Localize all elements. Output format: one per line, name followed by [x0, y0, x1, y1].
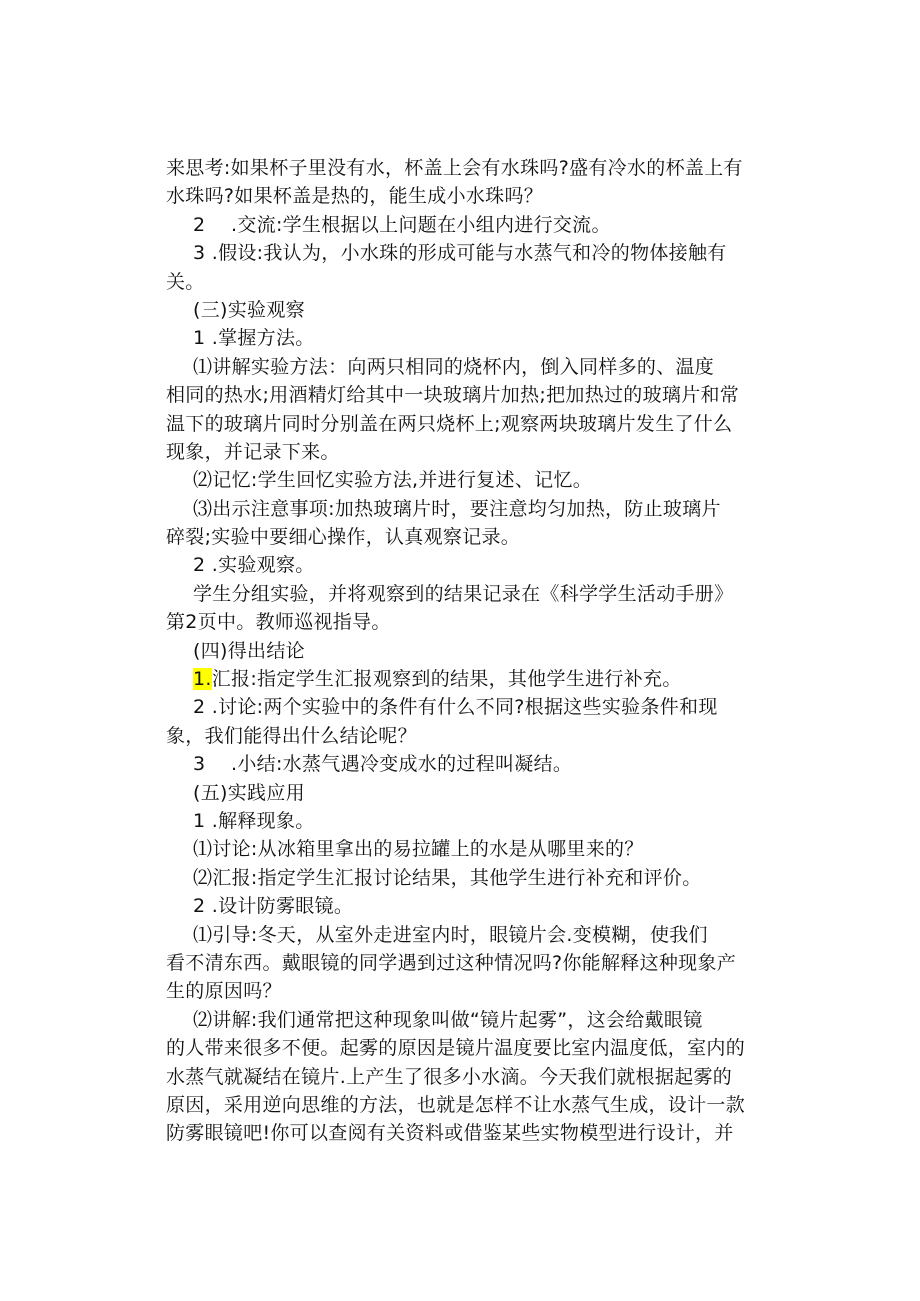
- text-line: [166, 182, 766, 210]
- document-body: [166, 154, 766, 1148]
- text-line: [166, 835, 766, 863]
- text-line: [166, 977, 766, 1005]
- text-line-content: (三)实验观察: [193, 298, 305, 321]
- text-line-content: 原因，采用逆向思维的方法，也就是怎样不让水蒸气生成，设计一款: [166, 1093, 746, 1116]
- text-line: [166, 381, 766, 409]
- text-line: [166, 921, 766, 949]
- text-line: [166, 466, 766, 494]
- text-line: [166, 1006, 766, 1034]
- text-line: [166, 324, 766, 352]
- text-line: [166, 807, 766, 835]
- text-line: [166, 864, 766, 892]
- text-line-content: 1 .掌握方法。: [193, 327, 315, 350]
- text-line: [166, 580, 766, 608]
- text-line: [166, 239, 766, 267]
- text-line-content: 水蒸气就凝结在镜片.上产生了很多小水滴。今天我们就根据起雾的: [166, 1065, 733, 1088]
- text-line: [166, 892, 766, 920]
- text-line: [166, 608, 766, 636]
- text-line-content: 的人带来很多不便。起雾的原因是镜片温度要比室内温度低，室内的: [166, 1037, 746, 1060]
- text-line: [166, 495, 766, 523]
- text-line-content: 看不清东西。戴眼镜的同学遇到过这种情况吗?你能解释这种现象产: [166, 951, 737, 974]
- text-line: [166, 438, 766, 466]
- text-line-content: ⑶出示注意事项:加热玻璃片时，要注意均匀加热，防止玻璃片: [193, 497, 721, 520]
- highlighted-number: 1.: [193, 668, 212, 691]
- text-line-content: 2 .交流:学生根据以上问题在小组内进行交流。: [193, 213, 611, 236]
- text-line-content: 3 .小结:水蒸气遇冷变成水的过程叫凝结。: [193, 753, 573, 776]
- text-line: [166, 949, 766, 977]
- text-line: [166, 154, 766, 182]
- text-line: [166, 268, 766, 296]
- text-line: [166, 353, 766, 381]
- text-line-content: 象，我们能得出什么结论呢？: [166, 724, 417, 747]
- text-line: [166, 211, 766, 239]
- text-line-content: 1 .解释现象。: [193, 809, 315, 832]
- text-line: [166, 779, 766, 807]
- text-line: [166, 1063, 766, 1091]
- text-line: [166, 1091, 766, 1119]
- text-line-content: 温下的玻璃片同时分别盖在两只烧杯上;观察两块玻璃片发生了什么: [166, 412, 733, 435]
- text-line-content: 相同的热水;用酒精灯给其中一块玻璃片加热;把加热过的玻璃片和常: [166, 384, 740, 407]
- text-line: [166, 1119, 766, 1147]
- text-line-content: ⑵讲解:我们通常把这种现象叫做“镜片起雾”，这会给戴眼镜: [193, 1008, 703, 1031]
- text-line-content: 来思考:如果杯子里没有水，杯盖上会有水珠吗?盛有冷水的杯盖上有: [166, 157, 743, 179]
- text-line-content: 现象，并记录下来。: [166, 440, 340, 463]
- text-line-content: ⑵记忆:学生回忆实验方法,并进行复述、记忆。: [193, 469, 593, 492]
- text-line: [166, 750, 766, 778]
- text-line: [166, 551, 766, 579]
- text-line-content: 碎裂;实验中要细心操作，认真观察记录。: [166, 526, 521, 549]
- text-line: [166, 523, 766, 551]
- text-line-content: 防雾眼镜吧!你可以查阅有关资料或借鉴某些实物模型进行设计，并: [166, 1122, 734, 1145]
- text-line-content: 2 .实验观察。: [193, 554, 315, 577]
- text-line: [166, 410, 766, 438]
- text-line-content: 生的原因吗？: [166, 980, 282, 1003]
- text-line-content: 第2页中。教师巡视指导。: [166, 611, 391, 634]
- text-line: [166, 693, 766, 721]
- text-line: [166, 1034, 766, 1062]
- text-line-content: 关。: [166, 270, 205, 293]
- text-line-content: 2 .讨论:两个实验中的条件有什么不同?根据这些实验条件和现: [193, 696, 718, 719]
- text-line: [166, 722, 766, 750]
- text-line: [166, 296, 766, 324]
- text-line-content: (五)实践应用: [193, 781, 305, 804]
- text-line-content: ⑴引导:冬天，从室外走进室内时，眼镜片会.变模糊，使我们: [193, 923, 708, 946]
- text-line-content: 2 .设计防雾眼镜。: [193, 895, 354, 918]
- text-line-content: 汇报:指定学生汇报观察到的结果，其他学生进行补充。: [211, 668, 682, 691]
- text-line-content: ⑴讨论:从冰箱里拿出的易拉罐上的水是从哪里来的？: [193, 838, 644, 861]
- text-line-content: ⑵汇报:指定学生汇报讨论结果，其他学生进行补充和评价。: [193, 866, 702, 889]
- text-line-content: 水珠吗?如果杯盖是热的，能生成小水珠吗？: [166, 185, 544, 208]
- text-line-content: (四)得出结论: [193, 639, 305, 662]
- text-line-content: 3 .假设:我认为，小水珠的形成可能与水蒸气和冷的物体接触有: [193, 242, 727, 265]
- text-line-content: ⑴讲解实验方法：向两只相同的烧杯内，倒入同样多的、温度: [193, 355, 715, 378]
- text-line-content: 学生分组实验，并将观察到的结果记录在《科学学生活动手册》: [193, 582, 734, 605]
- text-line: [166, 637, 766, 665]
- text-line: [166, 665, 766, 693]
